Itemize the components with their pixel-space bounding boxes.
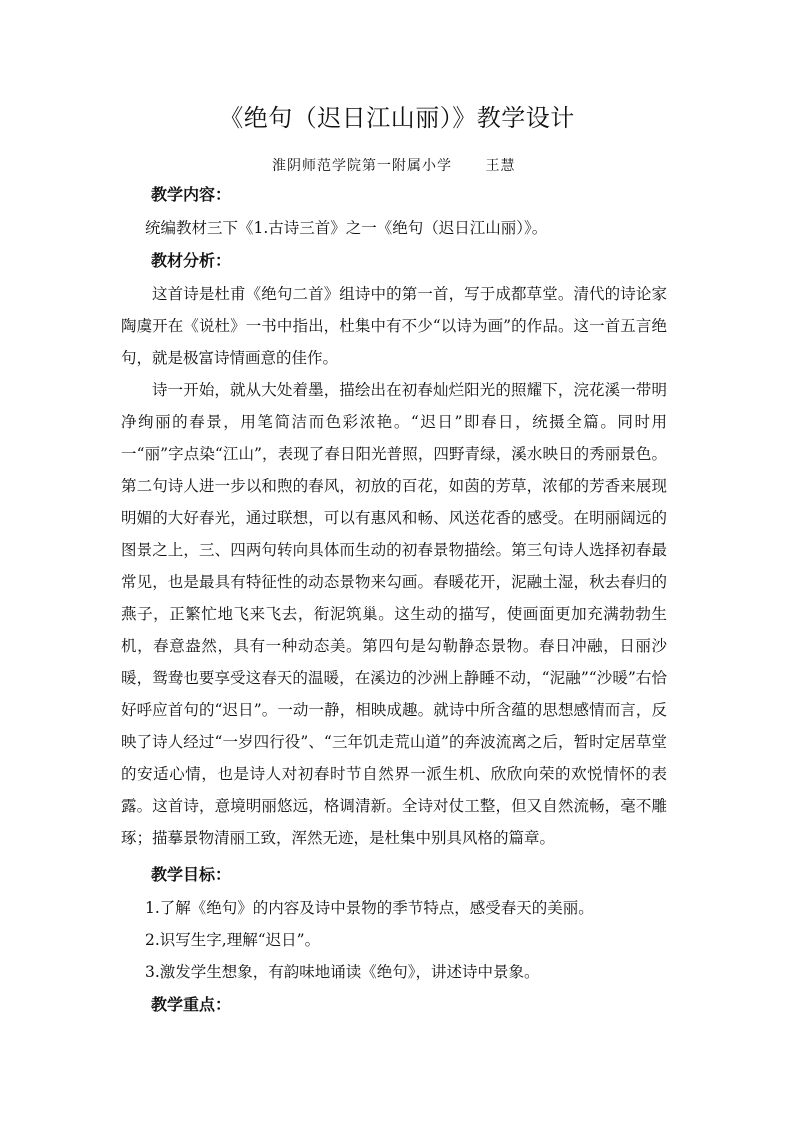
goal-item-1: 1.了解《绝句》的内容及诗中景物的季节特点，感受春天的美丽。 [145, 899, 594, 917]
section-heading-content: 教学内容： [151, 185, 232, 204]
section-heading-key-points: 教学重点： [151, 995, 232, 1014]
school-name: 淮阴师范学院第一附属小学 [272, 158, 452, 174]
author-name: 王慧 [485, 158, 516, 174]
section-heading-analysis: 教材分析： [151, 251, 232, 270]
analysis-paragraph-2: 诗一开始，就从大处着墨，描绘出在初春灿烂阳光的照耀下，浣花溪一带明净绚丽的春景，用笔简洁而色彩浓艳。“迟日”即春日，统摄全篇。同时用一“丽”字点染“江山”，表现了春日阳光普照，四野青绿，溪水映日的秀丽景色。第二句诗人进一步以和煦的春风，初放的百花，如茵的芳草，浓郁的芳香来展现明媚的大好春光，通过联想，可以有惠风和畅、风送花香的感受。在明丽阔远的图景之上，三、四两句转向具体而生动的初春景物描绘。第三句诗人选择初春最常见，也是最具有特征性的动态景物来勾画。春暖花开，泥融土湿，秋去春归的燕子，正繁忙地飞来飞去，衔泥筑巢。这生动的描写，使画面更加充满勃勃生机，春意盎然，具有一种动态美。第四句是勾勒静态景物。春日冲融，日丽沙暖，鸳鸯也要享受这春天的温暖，在溪边的沙洲上静睡不动，“泥融”“沙暖”右恰好呼应首句的“迟日”。一动一静，相映成趣。就诗中所含蕴的思想感情而言，反映了诗人经过“一岁四行役”、“三年饥走荒山道”的奔波流离之后，暂时定居草堂的安适心情，也是诗人对初春时节自然界一派生机、欣欣向荣的欢悦情怀的表露。这首诗，意境明丽悠远，格调清新。全诗对仗工整，但又自然流畅，毫不雕琢；描摹景物清丽工致，浑然无迹，是杜集中别具风格的篇章。 [121, 381, 667, 847]
goal-item-3: 3.激发学生想象，有韵味地诵读《绝句》，讲述诗中景象。 [145, 963, 540, 981]
section-heading-goals: 教学目标： [151, 865, 232, 884]
goal-item-2: 2.识写生字,理解“迟日”。 [145, 931, 321, 949]
document-title: 《绝句（迟日江山丽）》教学设计 [219, 104, 575, 132]
content-text: 统编教材三下《1.古诗三首》之一《绝句（迟日江山丽）》。 [145, 219, 548, 237]
analysis-paragraph-1: 这首诗是杜甫《绝句二首》组诗中的第一首，写于成都草堂。清代的诗论家陶虞开在《说杜》一书中指出，杜集中有不少“以诗为画”的作品。这一首五言绝句，就是极富诗情画意的佳作。 [121, 285, 667, 367]
document-body [121, 178, 667, 1022]
byline [272, 156, 543, 176]
